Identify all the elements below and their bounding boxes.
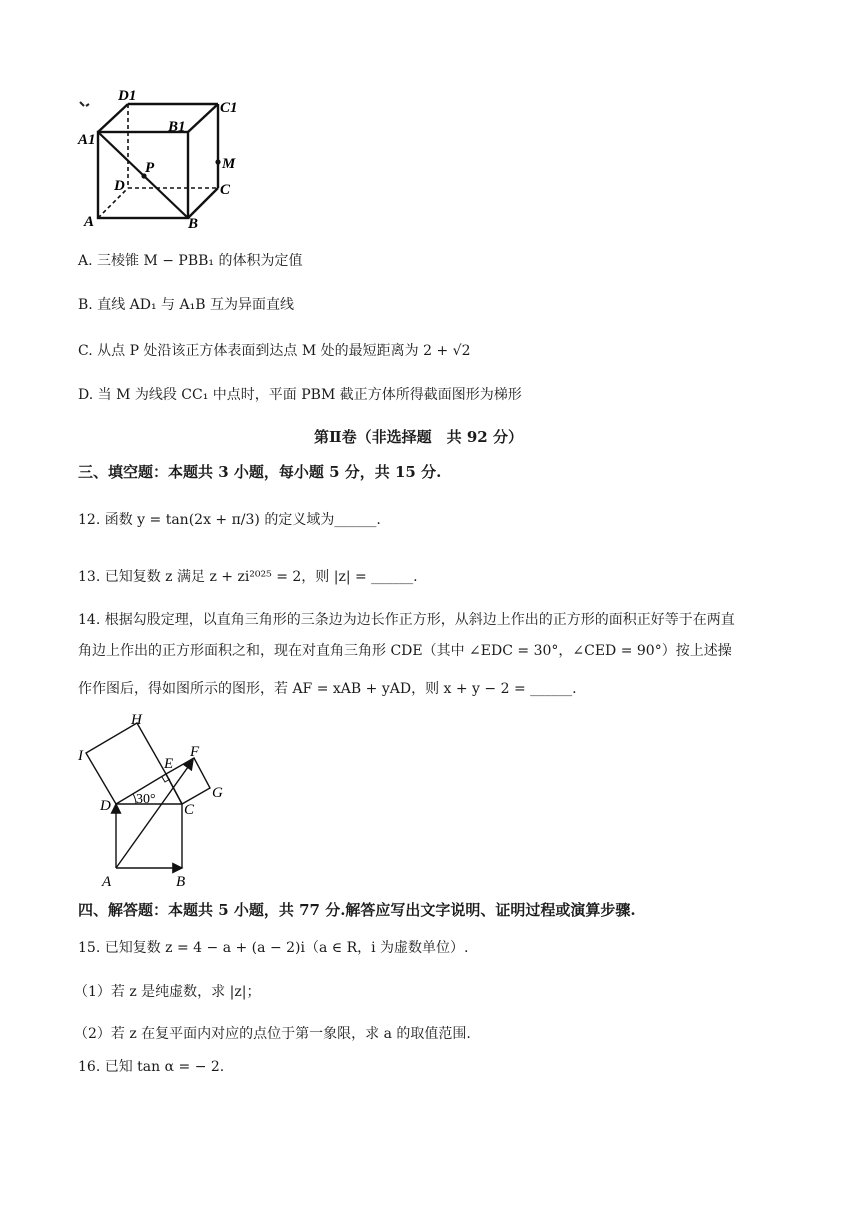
question-14-line1: 14. 根据勾股定理，以直角三角形的三条边为边长作正方形，从斜边上作出的正方形的面积正好等于在两直	[78, 612, 735, 628]
label-i: I	[78, 748, 83, 764]
question-14-line2: 角边上作出的正方形面积之和，现在对直角三角形 CDE（其中 ∠EDC = 30°，∠CED = 90°）按上述操	[78, 643, 732, 659]
label-e: E	[164, 756, 174, 772]
question-15-part1: （1）若 z 是纯虚数，求 |z|；	[74, 984, 261, 1000]
point-m	[215, 159, 220, 164]
question-14-line3: 作作图后，得如图所示的图形，若 AF = xAB + yAD，则 x + y − 2 = ______.	[78, 681, 577, 697]
label-d: D	[100, 798, 111, 814]
option-b: B. 直线 AD₁ 与 A₁B 互为异面直线	[78, 297, 294, 313]
section4-title: 四、解答题：本题共 5 小题，共 77 分.解答应写出文字说明、证明过程或演算步骤.	[78, 901, 636, 919]
question-12: 12. 函数 y = tan(2x + π/3) 的定义域为______.	[78, 512, 381, 528]
option-d: D. 当 M 为线段 CC₁ 中点时，平面 PBM 截正方体所得截面图形为梯形	[78, 387, 522, 403]
label-b1: B1	[168, 119, 186, 135]
label-c1: C1	[220, 100, 238, 116]
label-a: A	[102, 874, 112, 890]
option-a: A. 三棱锥 M − PBB₁ 的体积为定值	[78, 253, 303, 269]
part2-title: 第Ⅱ卷（非选择题 共 92 分）	[314, 428, 523, 446]
label-p: P	[145, 160, 155, 176]
question-15-part2: （2）若 z 在复平面内对应的点位于第一象限，求 a 的取值范围.	[74, 1026, 471, 1042]
question-16: 16. 已知 tan α = − 2.	[78, 1059, 225, 1075]
label-h: H	[131, 712, 142, 728]
label-f: F	[190, 744, 200, 760]
label-b: B	[188, 216, 199, 230]
label-a: A	[84, 214, 95, 230]
label-c: C	[184, 802, 195, 818]
section3-title: 三、填空题：本题共 3 小题，每小题 5 分，共 15 分.	[78, 463, 442, 481]
label-c: C	[220, 182, 231, 198]
question-13: 13. 已知复数 z 满足 z + zi²⁰²⁵ = 2，则 |z| = ______.	[78, 569, 418, 585]
label-b: B	[176, 874, 186, 890]
label-d1: D1	[118, 88, 137, 104]
cube-figure	[72, 80, 252, 230]
angle-label: 30°	[136, 792, 156, 807]
pythagoras-figure	[74, 710, 244, 892]
label-m: M	[222, 156, 236, 172]
option-c: C. 从点 P 处沿该正方体表面到达点 M 处的最短距离为 2 + √2	[78, 343, 471, 359]
label-g: G	[212, 785, 223, 801]
label-a1: A1	[78, 132, 96, 148]
label-d: D	[114, 178, 125, 194]
question-15-stem: 15. 已知复数 z = 4 − a + (a − 2)i（a ∈ R，i 为虚数单位）.	[78, 940, 469, 956]
